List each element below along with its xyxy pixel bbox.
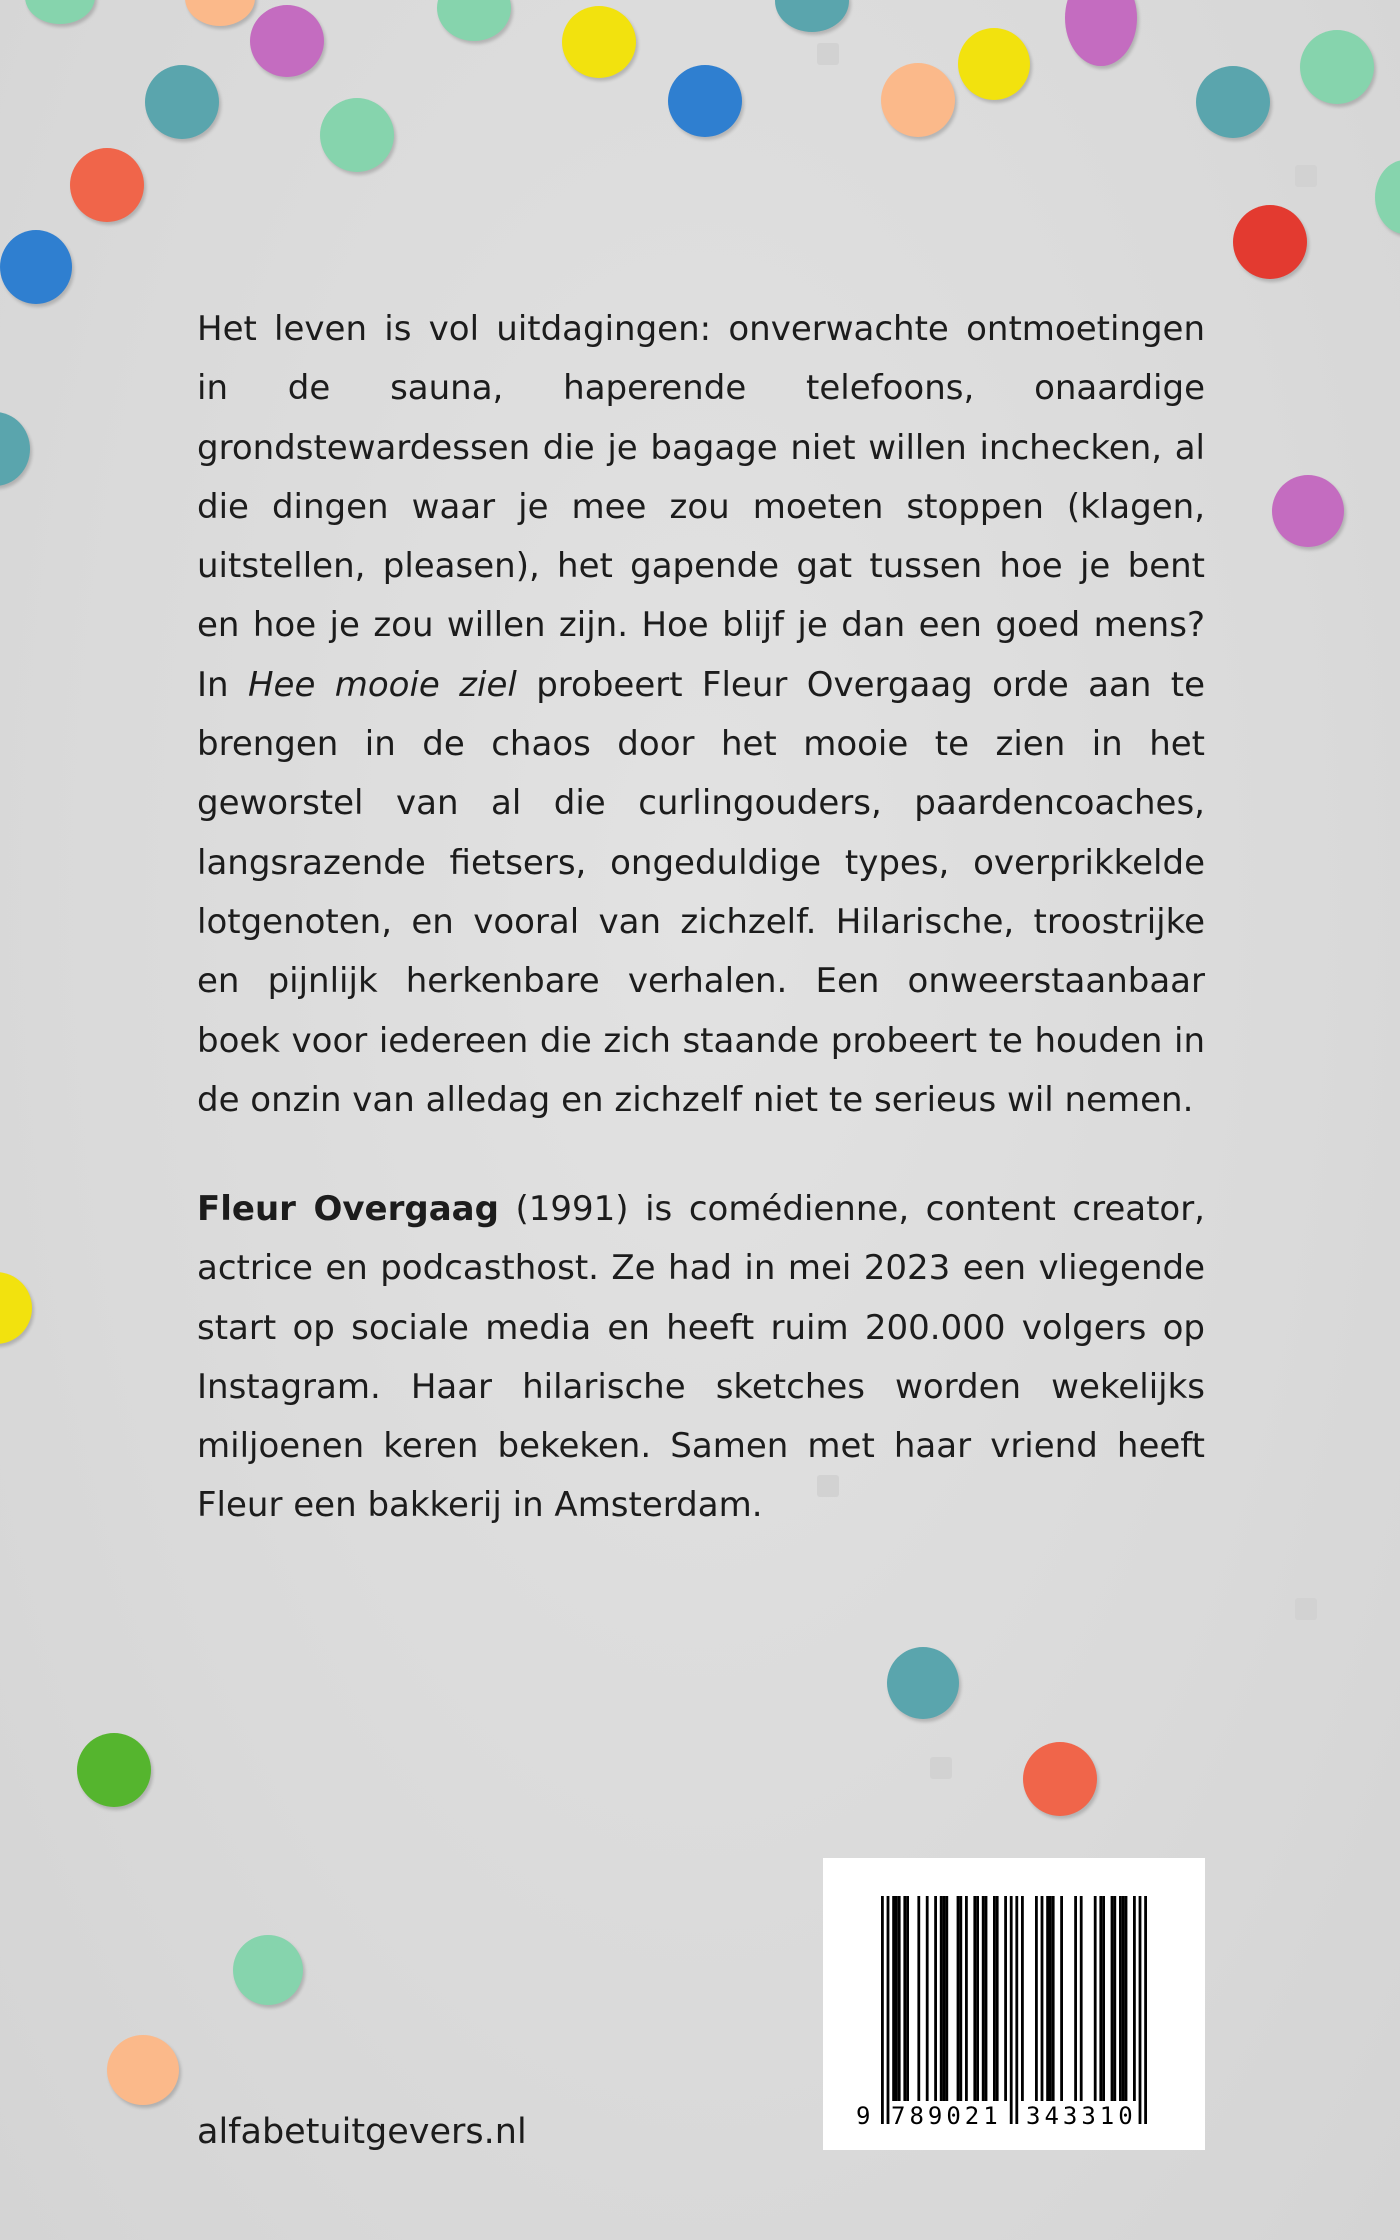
barcode-bar — [945, 1896, 948, 2101]
barcode-bar — [1052, 1896, 1055, 2101]
publisher-url: alfabetuitgevers.nl — [197, 2112, 527, 2152]
confetti-dot — [1065, 0, 1137, 66]
confetti-dot — [437, 0, 511, 41]
barcode-bar — [1060, 1896, 1063, 2101]
confetti-dot — [0, 230, 72, 304]
barcode-bar — [985, 1896, 988, 2101]
barcode-bar — [1144, 1896, 1147, 2124]
barcode-bar — [1125, 1896, 1128, 2101]
barcode-bar — [1080, 1896, 1083, 2101]
barcode-bar — [1119, 1896, 1122, 2101]
barcode-bar — [1049, 1896, 1052, 2101]
barcode-bar — [940, 1896, 943, 2101]
barcode-left-group: 789021 — [891, 2102, 1002, 2130]
barcode-bar — [881, 1896, 884, 2124]
barcode-bar — [1111, 1896, 1114, 2101]
barcode-bar — [1139, 1896, 1142, 2124]
barcode-bar — [973, 1896, 976, 2101]
author-name: Fleur Overgaag — [197, 1189, 499, 1229]
barcode-bar — [1035, 1896, 1038, 2101]
confetti-dot — [1300, 30, 1374, 104]
confetti-dot — [1023, 1742, 1097, 1816]
barcode-bar — [1010, 1896, 1013, 2124]
confetti-dot — [233, 1935, 303, 2005]
confetti-dot — [107, 2035, 179, 2105]
confetti-dot — [887, 1647, 959, 1719]
confetti-dot — [1233, 205, 1307, 279]
confetti-dot — [185, 0, 255, 26]
confetti-dot — [1375, 160, 1400, 234]
isbn-barcode — [823, 1858, 1205, 2150]
confetti-dot — [958, 28, 1030, 100]
author-bio-text: (1991) is comédienne, content creator, actrice en podcasthost. Ze had in mei 2023 een vliegende start op sociale media en heeft ruim 200.000 volgers op Instagram. Haar hilarische sketches worden wekelijks miljoenen keren bekeken. Samen met haar vriend heeft Fleur een bakkerij in Amsterdam. — [197, 1189, 1205, 1526]
barcode-bar — [887, 1896, 890, 2124]
author-bio — [197, 1180, 1205, 1536]
barcode-bar — [1133, 1896, 1136, 2101]
confetti-dot — [1196, 66, 1270, 138]
barcode-bar — [1074, 1896, 1077, 2101]
paper-speck — [930, 1757, 952, 1779]
barcode-bar — [1113, 1896, 1116, 2101]
barcode-bar — [903, 1896, 906, 2101]
barcode-prefix-digit: 9 — [856, 2102, 871, 2130]
confetti-dot — [320, 98, 394, 172]
barcode-bar — [1004, 1896, 1007, 2101]
barcode-graphic — [823, 1858, 1205, 2150]
confetti-dot — [668, 65, 742, 137]
confetti-dot — [145, 65, 219, 139]
confetti-dot — [70, 148, 144, 222]
barcode-bar — [1099, 1896, 1102, 2101]
barcode-bar — [1102, 1896, 1105, 2101]
barcode-bar — [965, 1896, 968, 2101]
confetti-dot — [1272, 475, 1344, 547]
confetti-dot — [775, 0, 849, 32]
barcode-bar — [976, 1896, 979, 2101]
confetti-dot — [25, 0, 95, 24]
blurb-text — [197, 300, 1205, 1130]
paper-speck — [817, 43, 839, 65]
barcode-bar — [1122, 1896, 1125, 2101]
confetti-dot — [0, 412, 30, 486]
confetti-dot — [562, 6, 636, 78]
paper-speck — [1295, 165, 1317, 187]
confetti-dot — [0, 1272, 32, 1344]
confetti-dot — [250, 5, 324, 77]
blurb-part-2: probeert Fleur Overgaag orde aan te brengen in de chaos door het mooie te zien in het geworstel van al die curlingouders, paardencoaches, langsrazende fietsers, ongeduldige types, overprikkelde lotgenoten, en vooral van zichzelf. Hilarische, troostrijke en pijnlijk herkenbare verhalen. Een onweerstaanbaar boek voor iedereen die zich staande probeert te houden in de onzin van alledag en zichzelf niet te serieus wil nemen. — [197, 664, 1206, 1120]
barcode-bar — [993, 1896, 996, 2101]
barcode-right-group: 343310 — [1026, 2102, 1137, 2130]
barcode-bar — [898, 1896, 901, 2101]
barcode-bar — [1041, 1896, 1044, 2101]
barcode-bar — [943, 1896, 946, 2101]
barcode-bar — [1094, 1896, 1097, 2101]
barcode-bar — [982, 1896, 985, 2101]
barcode-bar — [959, 1896, 962, 2101]
barcode-bar — [934, 1896, 937, 2101]
barcode-bar — [917, 1896, 920, 2101]
barcode-bar — [906, 1896, 909, 2101]
barcode-bar — [926, 1896, 929, 2101]
barcode-bars — [881, 1896, 1147, 2124]
barcode-bar — [957, 1896, 960, 2101]
barcode-bar — [1021, 1896, 1024, 2101]
confetti-dot — [77, 1733, 151, 1807]
barcode-bar — [1015, 1896, 1018, 2124]
blurb-part-1: Het leven is vol uitdagingen: onverwachte ontmoetingen in de sauna, haperende telefoons, onaardige grondstewardessen die je bagage niet willen inchecken, al die dingen waar je mee zou moeten stoppen (klagen, uitstellen, pleasen), het gapende gat tussen hoe je bent en hoe je zou willen zijn. Hoe blijf je dan een goed mens? In — [197, 309, 1205, 705]
barcode-bar — [892, 1896, 895, 2101]
confetti-dot — [881, 63, 955, 137]
barcode-bar — [895, 1896, 898, 2101]
barcode-bar — [1046, 1896, 1049, 2101]
barcode-bar — [996, 1896, 999, 2101]
paper-speck — [1295, 1598, 1317, 1620]
book-title: Hee mooie ziel — [247, 664, 517, 705]
